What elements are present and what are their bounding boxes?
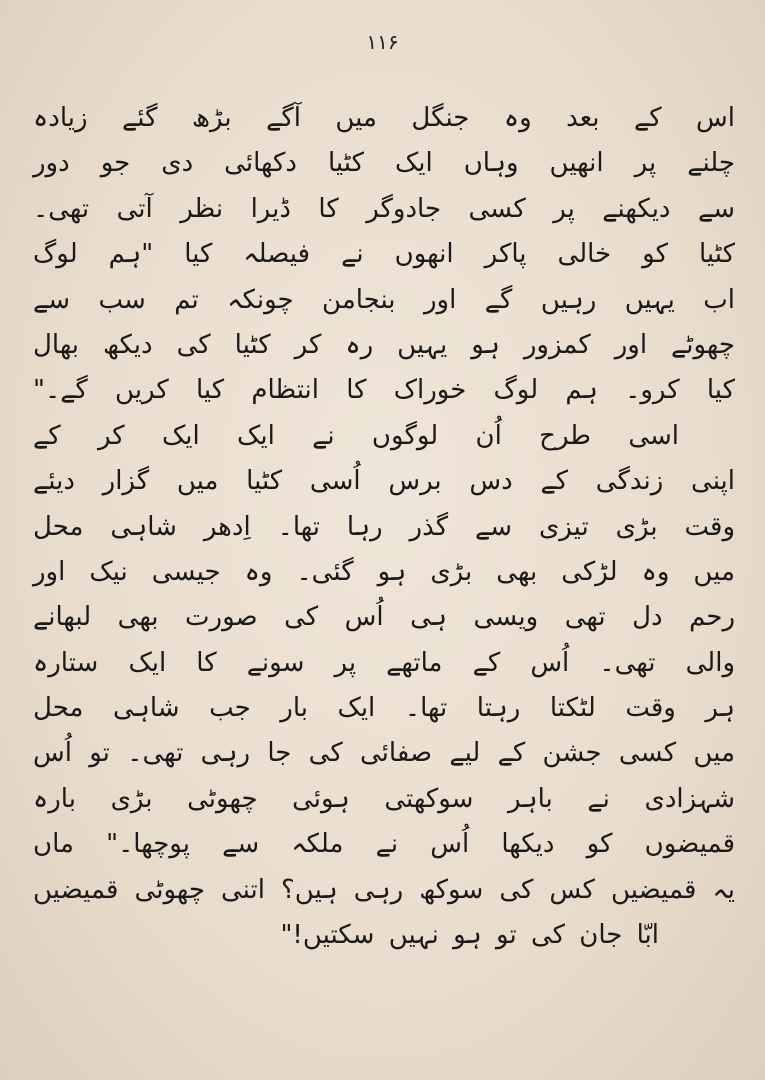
text-line: کٹیا کو خالی پاکر انھوں نے فیصلہ کیا "ہم لوگ xyxy=(33,239,735,270)
page-body-text xyxy=(33,96,735,958)
text-line: اب یہیں رہیں گے اور بنجامن چونکہ تم سب سے xyxy=(33,284,735,315)
text-line: والی تھی۔ اُس کے ماتھے پر سونے کا ایک ستارہ xyxy=(33,647,735,678)
text-line: کیا کرو۔ ہم لوگ خوراک کا انتظام کیا کریں گے۔" xyxy=(33,375,735,406)
text-line: سے دیکھنے پر کسی جادوگر کا ڈیرا نظر آتی تھی۔ xyxy=(33,193,735,224)
text-line: میں کسی جشن کے لیے صفائی کی جا رہی تھی۔ تو اُس xyxy=(33,738,735,769)
text-line: ابّا جان کی تو ہو نہیں سکتیں!" xyxy=(280,920,659,951)
text-line: اس کے بعد وہ جنگل میں آگے بڑھ گئے زیادہ xyxy=(33,103,735,133)
text-line: چلنے پر انھیں وہاں ایک کٹیا دکھائی دی جو دور xyxy=(33,148,735,179)
text-line: شہزادی نے باہر سوکھتی ہوئی چھوٹی بڑی بارہ xyxy=(33,783,735,814)
page-number: ۱۱۶ xyxy=(366,30,399,54)
text-line: اپنی زندگی کے دس برس اُسی کٹیا میں گزار دیئے xyxy=(33,466,735,497)
text-line: وقت بڑی تیزی سے گذر رہا تھا۔ اِدھر شاہی محل xyxy=(33,511,735,542)
text-line: رحم دل تھی ویسی ہی اُس کی صورت بھی لبھانے xyxy=(33,602,735,633)
text-line: ہر وقت لٹکتا رہتا تھا۔ ایک بار جب شاہی محل xyxy=(33,693,735,724)
text-line: میں وہ لڑکی بھی بڑی ہو گئی۔ وہ جیسی نیک اور xyxy=(33,556,735,587)
text-line: قمیضوں کو دیکھا اُس نے ملکہ سے پوچھا۔" ماں xyxy=(33,829,735,860)
text-line: اسی طرح اُن لوگوں نے ایک ایک کر کے xyxy=(33,420,679,451)
text-line: چھوٹے اور کمزور ہو یہیں رہ کر کٹیا کی دیکھ بھال xyxy=(33,329,735,360)
text-line: یہ قمیضیں کس کی سوکھ رہی ہیں؟ اتنی چھوٹی قمیضیں xyxy=(33,874,735,905)
